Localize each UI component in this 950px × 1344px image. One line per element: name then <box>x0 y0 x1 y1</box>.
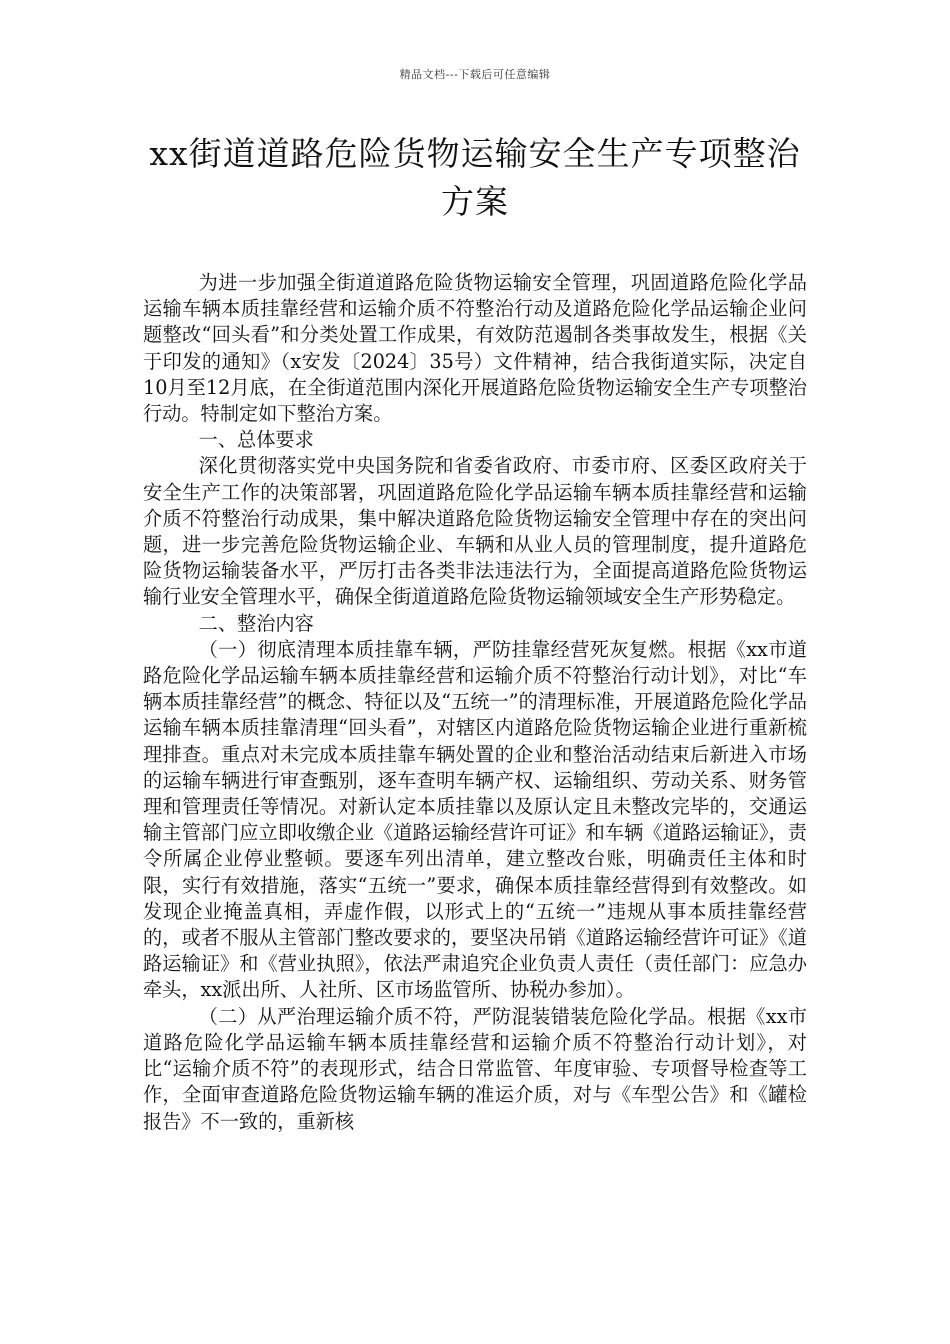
item-2-paragraph: （二）从严治理运输介质不符，严防混装错装危险化学品。根据《xx市道路危险化学品运输车辆本质挂靠经营和运输介质不符整治行动计划》，对比“运输介质不符”的表现形式，结合日常监管、年度审验、专项督导检查等工作，全面审查道路危险货物运输车辆的准运介质，对与《车型公告》和《罐检报告》不一致的，重新核 <box>143 1004 807 1133</box>
section-heading-1: 一、总体要求 <box>198 428 314 452</box>
document-body <box>143 270 807 1135</box>
header-note: 精品文档---下载后可任意编辑 <box>399 68 551 81</box>
section-1-paragraph: 深化贯彻落实党中央国务院和省委省政府、市委市府、区委区政府关于安全生产工作的决策部署，巩固道路危险化学品运输车辆本质挂靠经营和运输介质不符整治行动成果，集中解决道路危险货物运输安全管理中存在的突出问题，进一步完善危险货物运输企业、车辆和从业人员的管理制度，提升道路危险货物运输装备水平，严厉打击各类非法违法行为，全面提高道路危险货物运输行业安全管理水平，确保全街道道路危险货物运输领域安全生产形势稳定。 <box>143 454 807 609</box>
item-1-paragraph: （一）彻底清理本质挂靠车辆，严防挂靠经营死灰复燃。根据《xx市道路危险化学品运输车辆本质挂靠经营和运输介质不符整治行动计划》，对比“车辆本质挂靠经营”的概念、特征以及“五统一”的清理标准，开展道路危险化学品运输车辆本质挂靠清理“回头看”，对辖区内道路危险货物运输企业进行重新梳理排查。重点对未完成本质挂靠车辆处置的企业和整治活动结束后新进入市场的运输车辆进行审查甄别，逐车查明车辆产权、运输组织、劳动关系、财务管理和管理责任等情况。对新认定本质挂靠以及原认定且未整改完毕的，交通运输主管部门应立即收缴企业《道路运输经营许可证》和车辆《道路运输证》，责令所属企业停业整顿。要逐车列出清单，建立整改台账，明确责任主体和时限，实行有效措施，落实“五统一”要求，确保本质挂靠经营得到有效整改。如发现企业掩盖真相，弄虚作假，以形式上的“五统一”违规从事本质挂靠经营的，或者不服从主管部门整改要求的，要坚决吊销《道路运输经营许可证》《道路运输证》和《营业执照》，依法严肃追究企业负责人责任（责任部门：应急办牵头，xx派出所、人社所、区市场监管所、协税办参加）。 <box>143 637 807 1002</box>
intro-paragraph: 为进一步加强全街道道路危险货物运输安全管理，巩固道路危险化学品运输车辆本质挂靠经营和运输介质不符整治行动及道路危险化学品运输企业问题整改“回头看”和分类处置工作成果，有效防范遏制各类事故发生，根据《关于印发的通知》（x安发〔2024〕35号）文件精神，结合我街道实际，决定自10月至12月底，在全街道范围内深化开展道路危险货物运输安全生产专项整治行动。特制定如下整治方案。 <box>143 271 807 426</box>
section-heading-2: 二、整治内容 <box>198 611 314 635</box>
document-title: xx街道道路危险货物运输安全生产专项整治方案 <box>149 134 801 221</box>
